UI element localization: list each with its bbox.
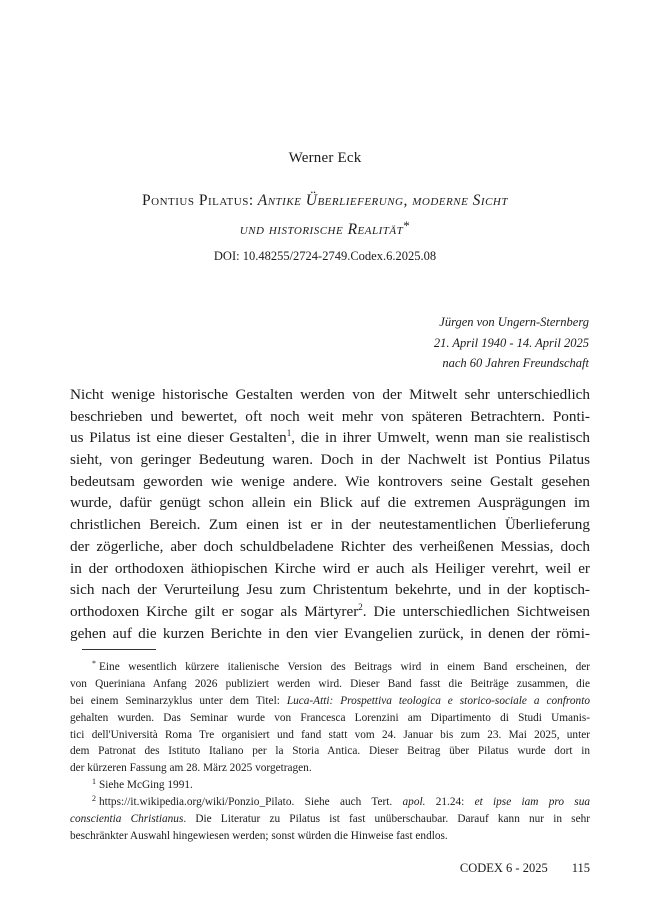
footnote-star-line: dem Patronat des Istituto Italiano per la Storia Antica. Dieser Beitrag über Pilatus wurde dort in [70,745,590,758]
footnote-separator [82,649,156,650]
footnote-star-line [70,659,590,676]
dedication-line: nach 60 Jahren Freundschaft [442,356,589,370]
dedication [289,312,589,374]
footnote-1-mark: 1 [92,777,96,787]
footnote-2-mark: 2 [92,794,96,804]
body-line: Nicht wenige historische Gestalten werden von der Mitwelt sehr unterschiedlich [70,386,590,403]
journal-name: CODEX 6 - 2025 [459,861,548,875]
body-line [70,427,590,449]
footnote-2 [70,794,590,811]
footnote-link[interactable]: https://it.wikipedia.org/wiki/Ponzio_Pilato. Siehe auch Tert. [99,796,403,809]
footnote-italic: apol. [402,796,426,809]
body-line: in der orthodoxen äthiopischen Kirche wird er auch als Heiliger verehrt, weil er [70,559,590,577]
body-line: christlichen Bereich. Zum einen ist er in der neutestamentlichen Überlieferung [70,516,590,534]
page-number: 115 [571,861,590,875]
title-part-3: und historische Realität [239,221,404,238]
body-line: sieht, von geringer Bedeutung waren. Doch in der Nachwelt ist Pontius Pilatus [70,451,590,469]
dedication-line: Jürgen von Ungern-Sternberg [439,315,589,329]
body-line-part: us Pilatus ist eine dieser Gestalten [70,429,287,447]
footnote-1 [70,777,590,794]
footnote-seminar-title: Luca-Atti: Prospettiva teologica e storico-sociale a confronto [286,694,590,707]
body-line: bedeutsam geworden wie wenige andere. Wie kontrovers seine Gestalt gesehen [70,472,590,490]
footnote-ref-2[interactable]: 2 [358,601,363,612]
footnote-2-line: beschränkter Auswahl hingewiesen werden; sonst würden die Hinweise fast endlos. [70,829,448,842]
page-footer [0,861,590,876]
dedication-line: 21. April 1940 - 14. April 2025 [433,335,589,350]
body-line: wurde, dafür genügt schon allein ein Blick auf die extremen Ausprägungen im [70,494,590,512]
footnote-text: Eine wesentlich kürzere italienische Version des Beitrags wird in einem Band erscheinen, der [99,661,590,673]
body-line-part: , die in ihrer Umwelt, wenn man sie realistisch [291,429,590,447]
footnotes [70,659,590,845]
footnote-star-mark: * [92,659,96,668]
footnote-star-line: tici dell'Università Roma Tre organisiert und fand statt vom 24. Januar bis zum 23. Mai 2025, unter [70,728,590,741]
body-line-part: . Die unterschiedlichen Sichtweisen [362,602,590,620]
article-title [80,188,570,242]
title-part-2: Antike Überlieferung, moderne Sicht [253,192,508,209]
body-paragraph [70,384,590,644]
body-line-part: orthodoxen Kirche gilt er sogar als Märtyrer [70,602,359,620]
footnote-text: Siehe McGing 1991. [99,779,193,792]
body-line [70,601,590,623]
footnote-text: . Die Literatur zu Pilatus ist fast unüberschaubar. Darauf kann nur in sehr [183,813,590,826]
footnote-ref-1[interactable]: 1 [286,428,292,439]
footnote-star-line [70,693,590,710]
title-footnote-mark: * [403,218,411,233]
footnote-2-line [70,811,590,828]
footnote-star-line: der kürzeren Fassung am 28. März 2025 vorgetragen. [70,762,312,775]
footnote-text: 21.24: [425,796,475,809]
body-line: sich nach der Verurteilung Jesu zum Christentum bekehrte, und in der koptisch- [70,581,590,599]
footnote-star-line: von Queriniana Anfang 2026 publiziert werden wird. Dieser Band fasst die Beiträge zusammen, die [70,677,590,690]
footnote-quote: et ipse iam pro sua [474,796,590,809]
doi: DOI: 10.48255/2724-2749.Codex.6.2025.08 [213,249,437,263]
title-part-1: Pontius Pilatus: [142,192,254,209]
footnote-quote: conscientia Christianus [70,813,184,826]
footnote-star-line: gehalten wurden. Das Seminar wurde von Francesca Lorenzini am Dipartimento di Studi Umanis- [70,711,590,724]
author-name: Werner Eck [288,150,362,166]
body-line: gehen auf die kurzen Berichte in den vier Evangelien zurück, in denen der römi- [70,624,590,642]
footnote-text: bei einem Seminarzyklus unter dem Titel: [70,694,287,707]
body-line: der zögerliche, aber doch schuldbeladene Richter des verheißenen Messias, doch [70,537,590,555]
body-line: beschrieben und bewertet, oft noch weit mehr von späteren Betrachtern. Ponti- [70,407,590,425]
